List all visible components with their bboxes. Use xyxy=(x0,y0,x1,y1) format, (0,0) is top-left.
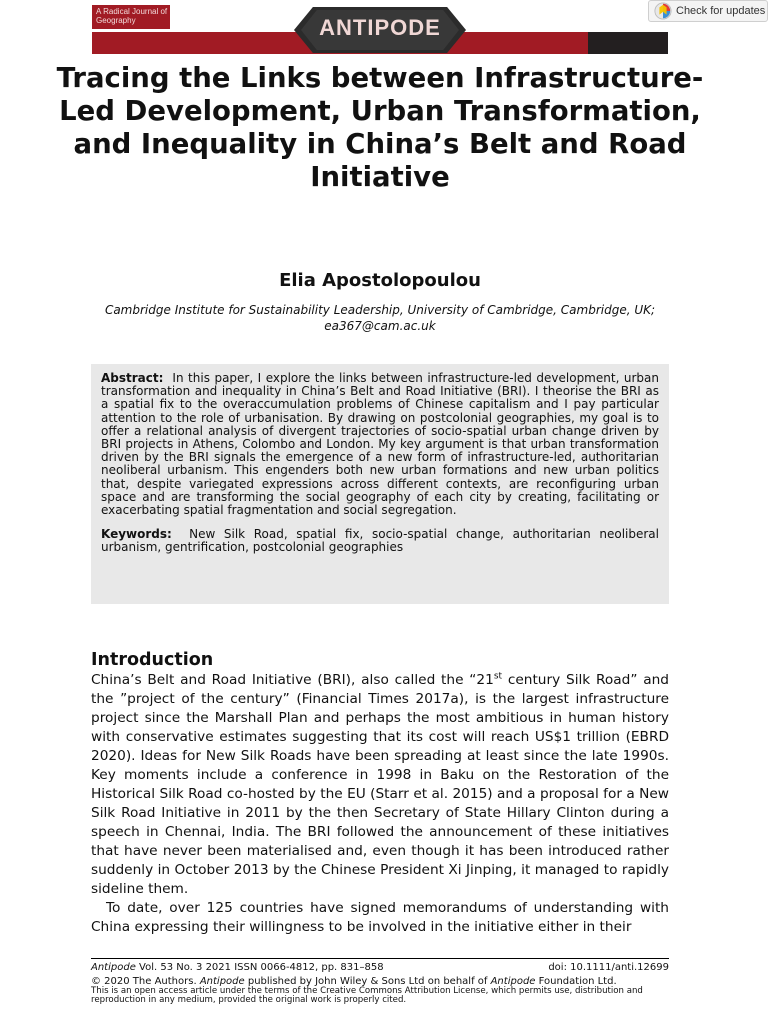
paragraph-text: China’s Belt and Road Initiative (BRI), also called the “21 xyxy=(91,672,494,688)
body-paragraph xyxy=(91,671,669,899)
footer-divider xyxy=(91,958,669,959)
keywords-label: Keywords: xyxy=(101,527,172,542)
footer-citation: Vol. 53 No. 3 2021 ISSN 0066-4812, pp. 831–858 xyxy=(135,962,384,973)
affiliation-institution: Cambridge Institute for Sustainability Leadership, University of Cambridge, Cambridge, UK; xyxy=(104,303,656,317)
footer-doi: doi: 10.1111/anti.12699 xyxy=(548,962,669,973)
keywords-text: New Silk Road, spatial fix, socio-spatial change, authoritarian neoliberal urbanism, gentrification, postcolonial geographies xyxy=(101,527,659,555)
check-for-updates-button[interactable] xyxy=(648,0,768,22)
copyright-journal: Antipode xyxy=(490,976,536,987)
keywords-paragraph xyxy=(101,528,659,554)
copyright-journal: Antipode xyxy=(199,976,245,987)
abstract-label: Abstract: xyxy=(101,371,164,385)
footer-journal-name: Antipode xyxy=(91,962,136,973)
banner-dark-block xyxy=(588,32,668,54)
abstract-paragraph xyxy=(101,372,659,517)
footer-citation-row xyxy=(91,962,669,974)
author-name: Elia Apostolopoulou xyxy=(279,270,481,291)
banner-tagline: A Radical Journal of Geography xyxy=(96,7,168,25)
superscript: st xyxy=(493,671,503,682)
journal-logo: ANTIPODE xyxy=(319,15,441,40)
introduction-body xyxy=(91,671,669,937)
footer-license: This is an open access article under the terms of the Creative Commons Attribution License, which permits use, distribution and reproduction in any medium, provided the original work is properly cited. xyxy=(91,986,643,1005)
abstract-box xyxy=(91,364,669,604)
banner-tag xyxy=(92,5,170,29)
paragraph-text: century Silk Road” and the ”project of the century” (Financial Times 2017a), is the largest infrastructure project since the Marshall Plan and perhaps the most ambitious in human history with conservative estimates suggesting that its cost will reach US$1 trillion (EBRD 2020). Ideas for New Silk Roads have been spreading at least since the late 1990s. Key moments include a conference in 1998 in Baku on the Restoration of the Historical Silk Road co-hosted by the EU (Starr et al. 2015) and a proposal for a New Silk Road Initiative in 2011 by the then Secretary of State Hillary Clinton during a speech in Chennai, India. The BRI followed the announcement of these initiatives that have never been materialised and, even though it has been introduced rather suddenly in October 2013 by the Chinese President Xi Jinping, it managed to rapidly sideline them. xyxy=(91,672,669,897)
body-paragraph xyxy=(91,899,669,937)
copyright-text: published by John Wiley & Sons Ltd on behalf of xyxy=(244,976,491,987)
copyright-text: Foundation Ltd. xyxy=(535,976,617,987)
author-email: ea367@cam.ac.uk xyxy=(324,319,436,333)
journal-banner xyxy=(92,5,668,54)
check-for-updates-label: Check for updates xyxy=(676,5,766,17)
article-title: Tracing the Links between Infrastructure-Led Development, Urban Transformation, and Inequality in China’s Belt and Road Initiative xyxy=(56,62,704,193)
author-affiliation xyxy=(100,302,660,334)
section-heading-introduction: Introduction xyxy=(91,650,214,670)
crossmark-icon xyxy=(654,2,672,20)
paragraph-text: To date, over 125 countries have signed memorandums of understanding with China expressing their willingness to be involved in the initiative either in their xyxy=(91,900,669,935)
copyright-text: © 2020 The Authors. xyxy=(91,976,200,987)
abstract-text: In this paper, I explore the links between infrastructure-led development, urban transformation and inequality in China’s Belt and Road Initiative (BRI). I theorise the BRI as a spatial fix to the overaccumulation problems of Chinese capitalism and I pay particular attention to the role of urbanisation. By drawing on postcolonial geographies, my goal is to offer a relational analysis of divergent trajectories of socio-spatial urban change driven by BRI projects in Athens, Colombo and London. My key argument is that urban transformation driven by the BRI signals the emergence of a new form of infrastructure-led, authoritarian neoliberal urbanism. This engenders both new urban formations and new urban politics that, despite variegated expressions across different contexts, are reconfiguring urban space and are transforming the social geography of each city by creating, facilitating or exacerbating spatial fragmentation and social segregation. xyxy=(101,371,659,518)
